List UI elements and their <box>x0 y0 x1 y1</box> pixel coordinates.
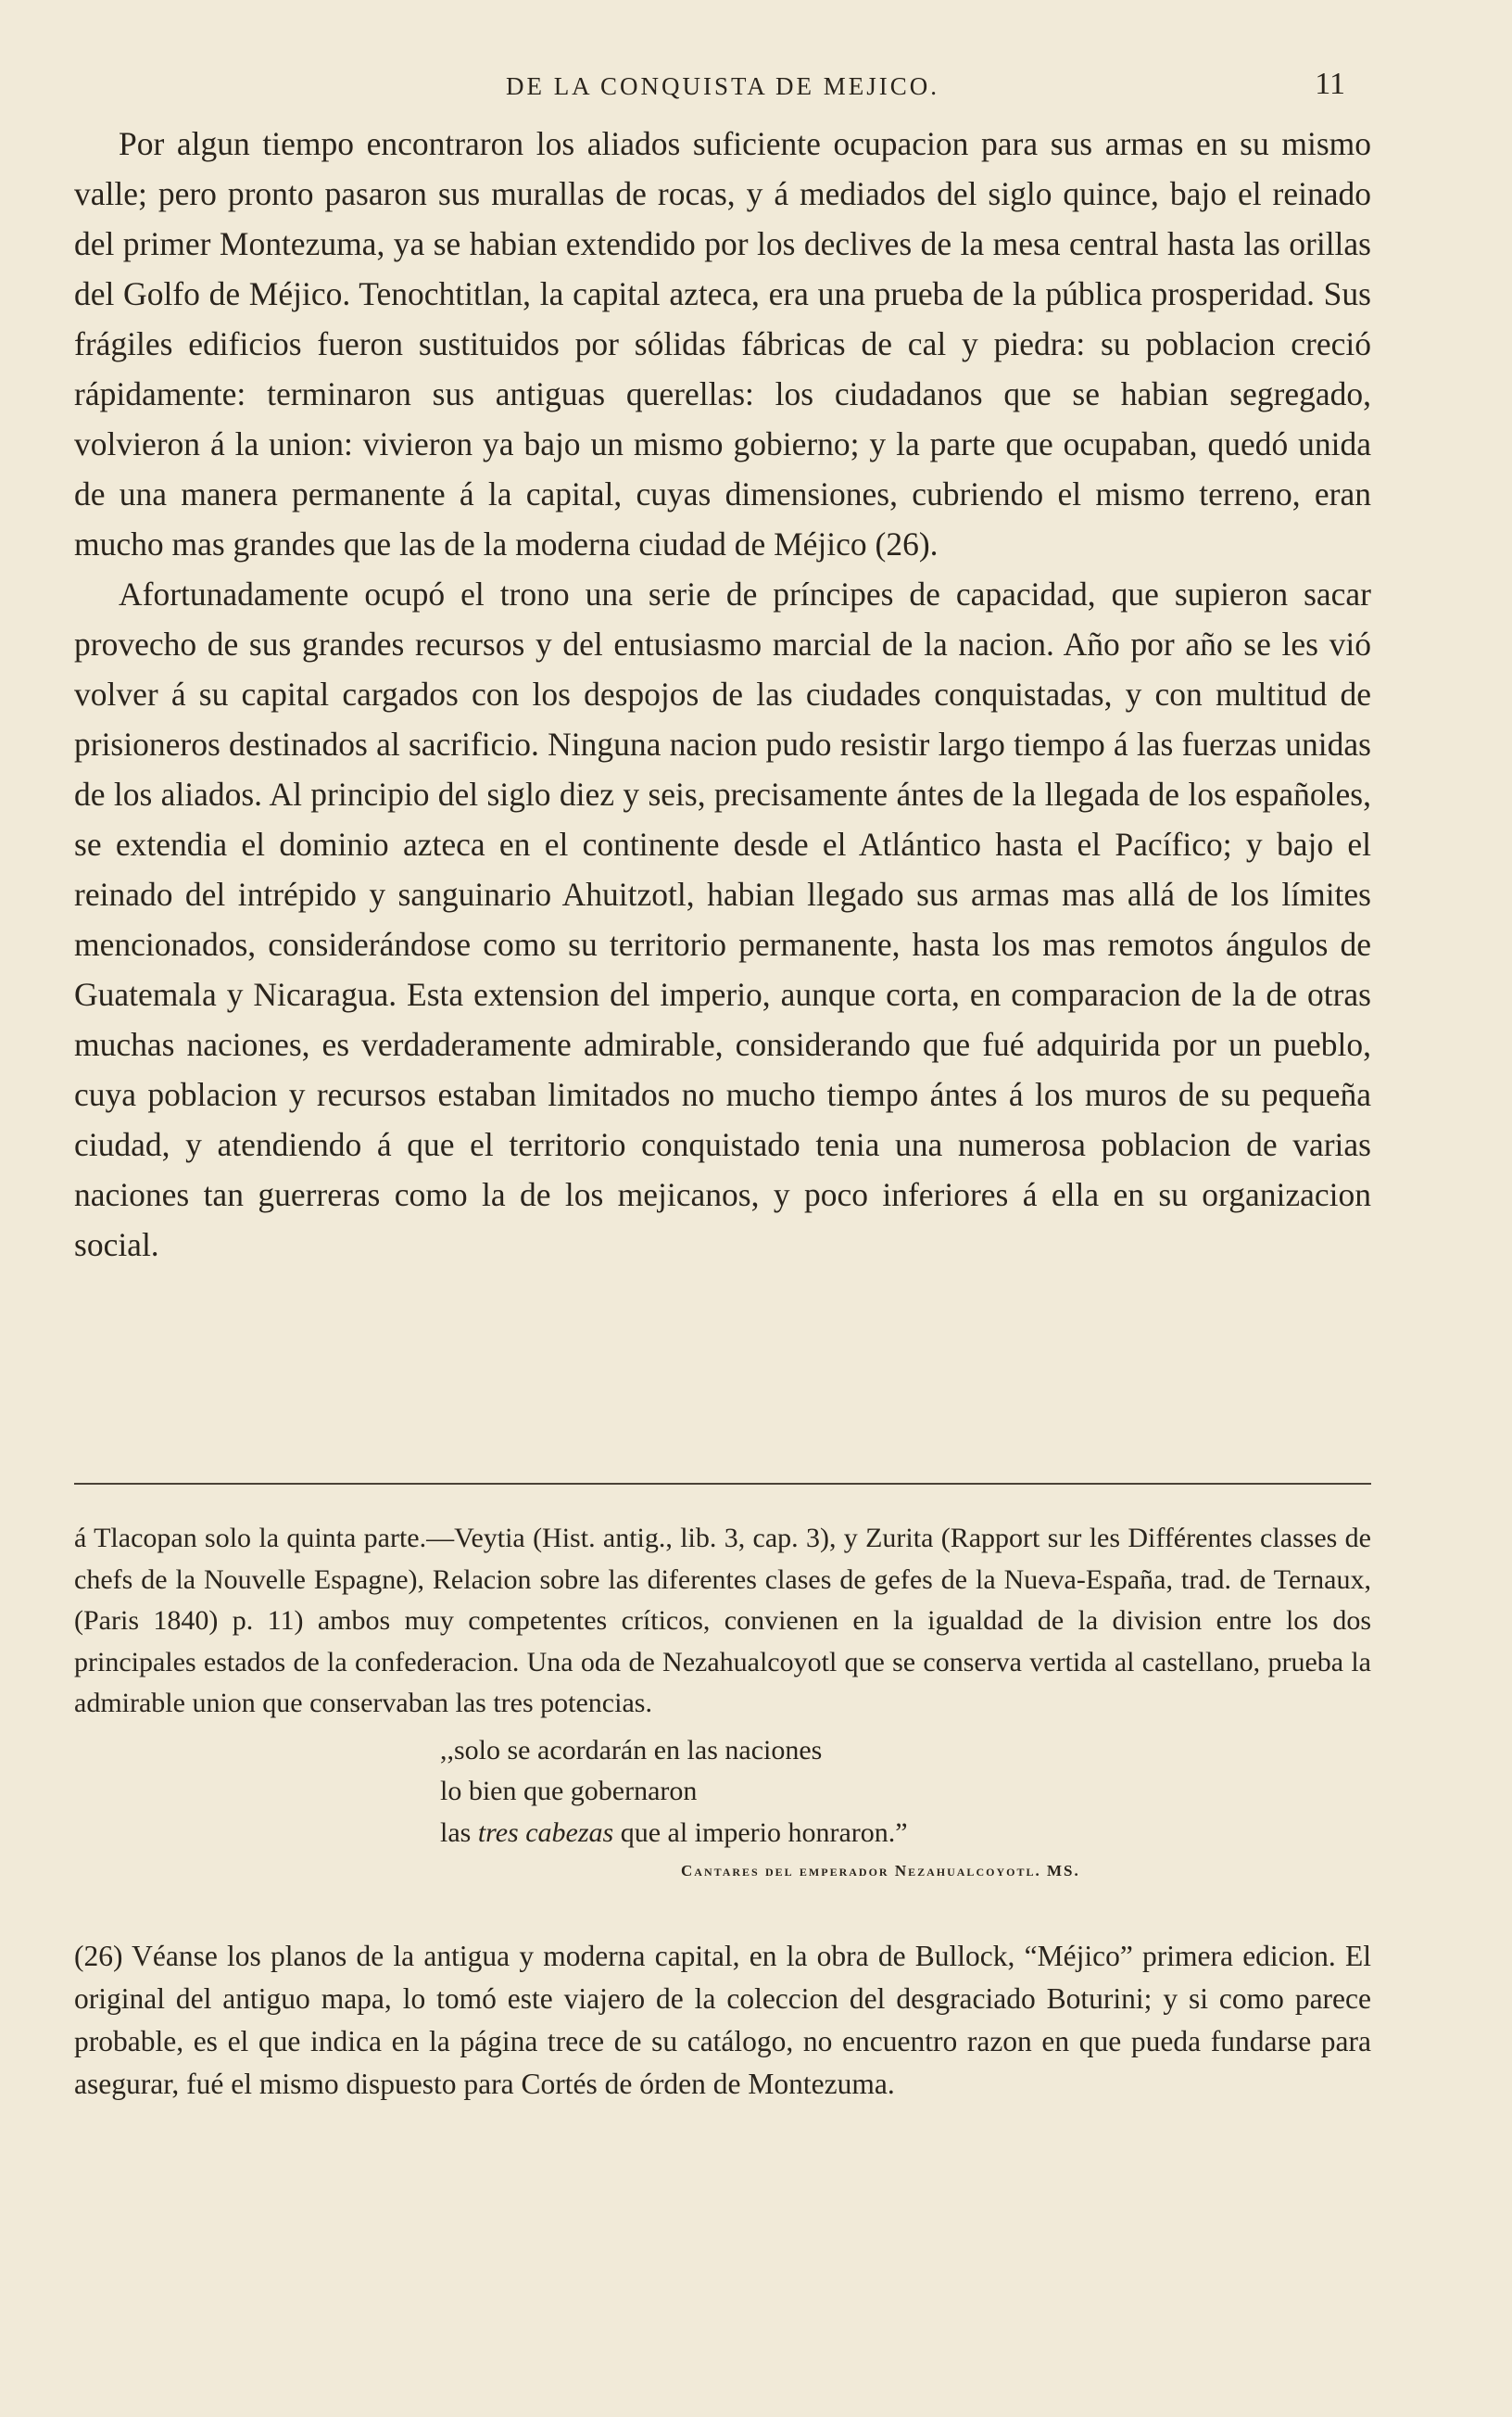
verse-line-3-start: las <box>440 1816 478 1848</box>
main-text <box>74 119 1371 1270</box>
verse-line-3-italic: tres cabezas <box>477 1816 614 1848</box>
verse-line-1: ,,solo se acordarán en las naciones <box>440 1734 823 1765</box>
verse-line-3 <box>440 1813 1371 1854</box>
running-title: DE LA CONQUISTA DE MEJICO. <box>505 72 940 100</box>
body-paragraph-2: Afortunadamente ocupó el trono una serie de príncipes de capacidad, que supieron sacar provecho de sus grandes recursos y del entusiasmo marcial de la nacion. Año por año se les vió volver á su capital cargados con los despojos de las ciudades conquistadas, y con multitud de prisioneros destinados al sacrificio. Ninguna nacion pudo resistir largo tiempo á las fuerzas unidas de los aliados. Al principio del siglo diez y seis, precisamente ántes de la llegada de los españoles, se extendia el dominio azteca en el continente desde el Atlántico hasta el Pacífico; y bajo el reinado del intrépido y sanguinario Ahuitzotl, habian llegado sus armas mas allá de los límites mencionados, considerándose como su territorio permanente, hasta los mas remotos ángulos de Guatemala y Nicaragua. Esta extension del imperio, aunque corta, en comparacion de la de otras muchas naciones, es verdaderamente admirable, considerando que fué adquirida por un pueblo, cuya poblacion y recursos estaban limitados no mucho tiempo ántes á los muros de su pequeña ciudad, y atendiendo á que el territorio conquistado tenia una numerosa poblacion de varias naciones tan guerreras como la de los mejicanos, y poco inferiores á ella en su organizacion social. <box>74 576 1371 1263</box>
footnotes <box>74 1518 1371 2106</box>
body-paragraph-1: Por algun tiempo encontraron los aliados suficiente ocupacion para sus armas en su mismo valle; pero pronto pasaron sus murallas de rocas, y á mediados del siglo quince, bajo el reinado del primer Montezuma, ya se habian extendido por los declives de la mesa central hasta las orillas del Golfo de Méjico. Tenochtitlan, la capital azteca, era una prueba de la pública prosperidad. Sus frágiles edificios fueron sustituidos por sólidas fábricas de cal y piedra: su poblacion creció rápidamente: terminaron sus antiguas querellas: los ciudadanos que se habian segregado, volvieron á la union: vivieron ya bajo un mismo gobierno; y la parte que ocupaban, quedó unida de una manera permanente á la capital, cuyas dimensiones, cubriendo el mismo terreno, eran mucho mas grandes que las de la moderna ciudad de Méjico (26). <box>74 125 1371 563</box>
footnote-continued: á Tlacopan solo la quinta parte.—Veytia (Hist. antig., lib. 3, cap. 3), y Zurita (Rapport sur les Différentes classes de chefs de la Nouvelle Espagne), Relacion sobre las diferentes clases de gefes de la Nueva-España, trad. de Ternaux, (Paris 1840) p. 11) ambos muy competentes críticos, convienen en la igualdad de la division entre los dos principales estados de la confederacion. Una oda de Nezahualcoyotl que se conserva vertida al castellano, prueba la admirable union que conservaban las tres potencias. <box>74 1523 1371 1718</box>
verse-attribution: Cantares del emperador Nezahualcoyotl. MS. <box>681 1862 1080 1879</box>
footnote-26: (26) Véanse los planos de la antigua y moderna capital, en la obra de Bullock, “Méjico” primera edicion. El original del antiguo mapa, lo tomó este viajero de la coleccion del desgraciado Boturini; y si como parece probable, es el que indica en la página trece de su catálogo, no encuentro razon en que pueda fundarse para asegurar, fué el mismo dispuesto para Cortés de órden de Montezuma. <box>74 1940 1371 2100</box>
running-header <box>74 67 1371 113</box>
quoted-verse <box>440 1730 1371 1854</box>
page-number: 11 <box>1315 67 1345 101</box>
footnote-divider <box>74 1483 1371 1485</box>
verse-line-3-end: que al imperio honraron.” <box>613 1816 908 1848</box>
verse-line-2: lo bien que gobernaron <box>440 1776 698 1806</box>
